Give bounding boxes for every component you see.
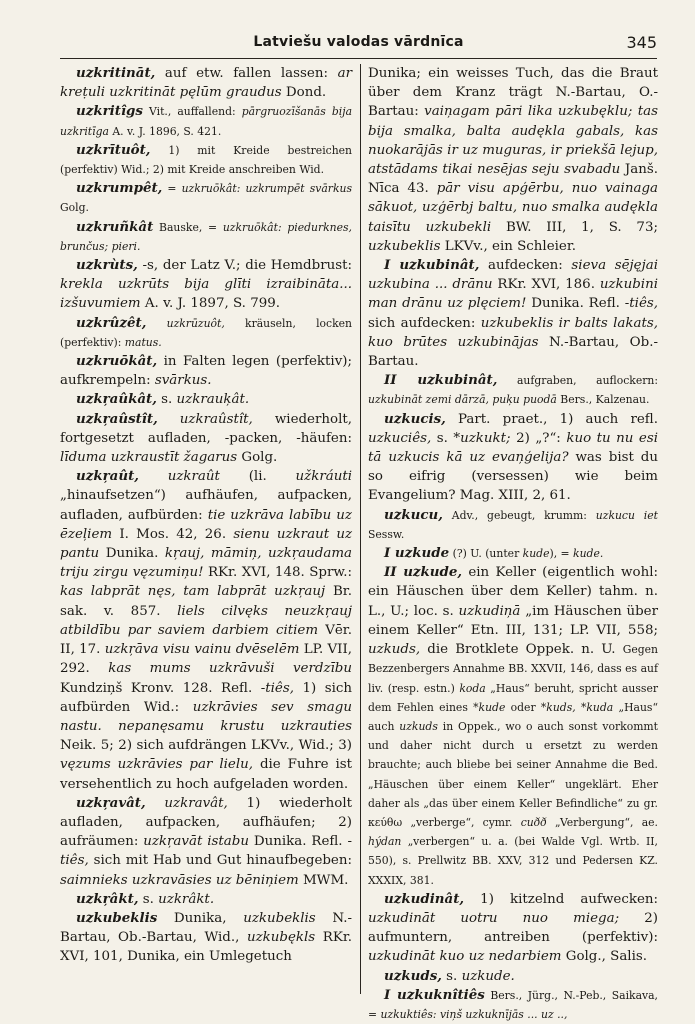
entry-text: s. [156, 392, 177, 408]
entry-text: Dunika. Refl. [248, 834, 348, 850]
entry-text: uzkudināt kuo uz nedarbiem [368, 949, 562, 965]
entry-text: Bauske, = [153, 220, 223, 234]
entry-text: 1) mit Kreide bestreichen (perfektiv) Wid.; 2) mit Kreide anschreiben Wid. [60, 143, 352, 177]
entry-text: Part. praet., 1) auch refl. [445, 411, 658, 427]
entry-text: sich aufdecken: [368, 315, 481, 331]
entry-text [139, 469, 168, 484]
entry-headword: uzkritîgs [76, 103, 143, 120]
entry-headword: uzkuds, [384, 967, 442, 984]
dictionary-entry [60, 102, 352, 140]
entry-text: vęzums uzkrāvies par lielu, [60, 757, 253, 773]
entry-text: Golg., Salis. [561, 949, 647, 965]
entry-text: A. v. J. 1897, S. 799. [140, 296, 281, 312]
entry-text: Dunika. [99, 546, 165, 562]
entry-text: užkráuti [295, 469, 353, 485]
entry-text: -tiês, [260, 680, 294, 696]
entry-text: uzkruōkât: uzkrumpēt svārkus [181, 182, 352, 196]
dictionary-entry [368, 256, 658, 371]
page-header [60, 30, 657, 59]
entry-text: Sessw. [368, 527, 405, 541]
entry-text: „verbergen“ u. a. (bei Walde Vgl. Wrtb. II, 550), s. Prellwitz BB. XXV, 312 und Pedersen KZ. XXXIX, 381. [368, 835, 658, 887]
entry-headword: uzkruñkât [76, 218, 154, 235]
entry-text: „hinaufsetzen“) aufhäufen, aufpacken, aufladen, aufbürden: [60, 488, 352, 523]
entry-text: wiederholt, fortgesetzt aufladen, -packen, -häufen: [60, 411, 352, 446]
dictionary-entry [368, 563, 658, 889]
column-divider [360, 64, 361, 994]
entry-text: aufgraben, auflockern: [497, 374, 658, 388]
entry-text: Adv., gebeugt, krumm: [442, 508, 596, 522]
entry-headword: uzkŗavât, [76, 794, 146, 811]
entry-headword: uzkŗaûkât, [76, 391, 157, 408]
entry-text [146, 317, 166, 330]
dictionary-entry [368, 890, 658, 967]
entry-text: kräuseln, locken (perfektiv): [60, 316, 352, 349]
entry-text: 2) „?“: [510, 430, 567, 446]
entry-text: N.-Bartau, Ob.-Bartau, Wid., [60, 910, 352, 946]
entry-text: Gegen Bezzenbergers Annahme BB. XXVII, 146, dass es auf liv. (resp. estn.) [368, 643, 658, 695]
page-title: Latviešu valodas vārdnīca [253, 34, 464, 50]
dictionary-entry [60, 256, 352, 314]
entry-headword: uzkŗâkt, [76, 890, 139, 907]
entry-text: uzkuds [399, 719, 438, 733]
entry-text: -s, der Latz V.; die Hemdbrust: [137, 258, 352, 274]
entry-text [146, 796, 165, 811]
entry-text: Golg. [60, 201, 89, 215]
entry-text: Dunika. Refl. [526, 296, 625, 312]
entry-text: RKr. XVI, 101, Dunika, ein Umlegetuch [60, 930, 353, 965]
entry-text: -tiês, [624, 296, 658, 312]
entry-text: svārkus. [154, 373, 212, 389]
entry-text: kas labprāt nęs, tam labprāt uzkŗauj [60, 584, 326, 600]
dictionary-entry [60, 390, 352, 409]
entry-text: uzkraût [167, 469, 220, 485]
entry-headword: I uzkude [384, 545, 450, 562]
entry-headword: uzkucis, [384, 410, 446, 427]
entry-text: (li. [219, 469, 296, 485]
dictionary-entry [60, 410, 352, 468]
entry-text: 1) sich aufbürden Wid.: [60, 680, 352, 715]
entry-headword: uzkŗaûstît, [76, 410, 158, 427]
dictionary-entry [60, 909, 352, 967]
entry-text: kude [522, 547, 550, 561]
entry-text: „im Häuschen über einem Keller“ Etn. III, 131; LP. VII, 558; [368, 603, 658, 638]
entry-headword: uzkrûzêt, [76, 314, 147, 331]
entry-text: Br. sak. v. 857. [60, 584, 352, 619]
entry-text: tie uzkrāva labību uz ēzeļiem [60, 507, 352, 542]
entry-text: Golg. [237, 450, 278, 466]
entry-text: Bers., Kalzenau. [556, 393, 650, 407]
right-column [368, 64, 659, 1021]
entry-headword: uzkrītuôt, [76, 141, 151, 158]
dictionary-entry [368, 967, 658, 986]
entry-text: LKVv., ein Schleier. [440, 238, 577, 254]
dictionary-entry [60, 352, 352, 390]
entry-text: uzkubeklis [243, 910, 316, 926]
entry-text: kude. [573, 547, 604, 561]
entry-text: „Haus“ beruht, spricht ausser dem Fehlen eines * [368, 681, 658, 714]
entry-text: koda [459, 681, 486, 695]
entry-text: I. Mos. 42, 26. [112, 526, 234, 542]
entry-text: LP. VII, 292. [60, 642, 352, 677]
entry-headword: I uzkuknîtiês [384, 986, 485, 1003]
entry-text: kŗauj, māmiņ, uzkŗaudama triju zirgu vęzumiņu! [60, 546, 353, 581]
entry-text: uzkuciês, [368, 430, 432, 446]
entry-text: die Brotklete Oppek. n. U. [420, 642, 623, 658]
entry-text: oder * [505, 700, 547, 714]
entry-text: * [575, 700, 587, 714]
entry-text: uzkruōkât: piedurknes, brunčus; pieri. [60, 220, 352, 253]
entry-text: uzkudiņā [458, 603, 521, 619]
entry-text: s. * [431, 430, 461, 446]
entry-text: 2) aufmuntern, antreiben (perfektiv): [368, 910, 658, 946]
entry-text: -tiês, [60, 834, 352, 869]
dictionary-entry [368, 371, 658, 409]
page-number: 345 [626, 33, 657, 52]
entry-text: RKr. XVI, 186. [492, 277, 600, 293]
entry-headword: uzkucu, [384, 506, 443, 523]
entry-text: Vēr. II, 17. [60, 622, 352, 658]
entry-text: (?) U. (unter [449, 547, 523, 561]
entry-text: kuds, [546, 700, 576, 714]
entry-text: 1) wiederholt aufladen, aufpacken, aufhäufen; 2) aufräumen: [60, 795, 352, 850]
entry-text: Janš. Nīca 43. [368, 162, 658, 197]
entry-text: uzkuds, [368, 642, 421, 658]
entry-text: cuðð [520, 815, 547, 829]
entry-headword: uzkŗaût, [76, 468, 139, 485]
entry-text: uzkude. [461, 968, 515, 984]
entry-text: pār visu apģērbu, nuo vainaga sākuot, uzģērbj baltu, nuo smalka audękla taisītu uzkubekli [368, 181, 658, 235]
entry-text: A. v. J. 1896, S. 421. [108, 124, 222, 138]
entry-text: liels cilvęks neuzkŗauj atbildību par saviem darbiem citiem [60, 603, 352, 638]
left-column [60, 64, 352, 994]
entry-text: die Fuhre ist versehentlich zu hoch aufgeladen worden. [60, 757, 352, 792]
entry-text: Dond. [281, 85, 327, 101]
entry-headword: uzkrùts, [76, 257, 138, 274]
entry-text: uzkrâkt. [158, 891, 215, 907]
entry-text: kuo tu nu esi tā uzkucis kā uz evaņģelija? [368, 430, 658, 466]
dictionary-entry [60, 218, 352, 256]
entry-text: matus. [124, 335, 162, 349]
dictionary-entry [60, 141, 352, 179]
entry-text: ein Keller (eigentlich wohl: ein Häuschen über dem Keller) tahm. n. L., U.; loc. s. [368, 565, 658, 619]
entry-text: uzkubeklis ir balts lakats, kuo brūtes uzkubinājas [368, 315, 658, 350]
entry-headword: uzkrumpêt, [76, 180, 163, 197]
entry-text: s. [441, 968, 462, 984]
entry-text: uzkucu iet [595, 508, 658, 522]
entry-text: Vit., auffallend: [142, 105, 242, 119]
entry-text: uzkrauķât. [176, 392, 250, 408]
entry-text: Bers., Jürg., N.-Peb., Saikava, = [368, 988, 658, 1021]
entry-text: uzkraûstît, [179, 411, 253, 427]
entry-text: was bist du so eifrig (versessen) wie beim Evangelium? Mag. XIII, 2, 61. [368, 450, 659, 504]
entry-text: uzkubini man drānu uz plęciem! [368, 277, 658, 312]
entry-text: uzkŗavāt istabu [143, 834, 249, 850]
entry-text: ar kreṭuli uzkritināt pęlūm graudus [60, 66, 352, 101]
entry-text: s. [138, 891, 159, 907]
entry-text: in Falten legen (perfektiv); aufkrempeln: [60, 354, 352, 389]
entry-text: ), = [549, 547, 574, 561]
entry-headword: uzkudinât, [384, 890, 465, 907]
dictionary-entry [368, 986, 658, 1024]
entry-text: uzkrāvies sev smagu nastu. nepanęsamu krustu uzkrauties [60, 699, 352, 734]
entry-text: vaiņagam pāri lika uzkubęklu; tas bija smalka, balta audękla gabals, kas nuokarājās ir uz muguras, ir priekšā lejup, atstādams tikai nesējas seju svabadu [368, 104, 658, 178]
entry-text: sieva sējęjai uzkubina ... drānu [368, 258, 658, 293]
entry-text: saimnieks uzkravāsies uz bēniņiem [60, 872, 299, 888]
entry-text: sienu uzkraut uz pantu [60, 526, 352, 562]
entry-text: Neik. 5; 2) sich aufdrängen LKVv., Wid.; 3) [60, 738, 352, 754]
entry-text: = [162, 182, 182, 196]
entry-text: kude [478, 700, 506, 714]
entry-text: „Haus“ auch [368, 700, 658, 733]
dictionary-entry [368, 410, 658, 506]
entry-text: uzkravât, [164, 795, 228, 811]
entry-text: 1) kitzelnd aufwecken: [464, 891, 658, 907]
entry-text: uzkukt; [460, 430, 511, 446]
entry-text: uzkŗāva visu vainu dvēselēm [104, 642, 300, 658]
entry-text: kuda [586, 700, 614, 714]
dictionary-entry [60, 890, 352, 909]
entry-text: krekla uzkrūts bija glīti izraibināta... izšuvumiem [60, 277, 352, 312]
entry-text: MWM. [298, 872, 349, 888]
entry-text: RKr. XVI, 148. Sprw.: [203, 565, 352, 581]
entry-text: Kundziņš Kronv. 128. Refl. [60, 680, 261, 696]
entry-text: Dunika; ein weisses Tuch, das die Braut über dem Kranz trägt N.-Bartau, O.-Bartau: [368, 66, 658, 120]
entry-text: kas mums uzkrāvuši verdzību [108, 661, 352, 677]
entry-headword: I uzkubinât, [384, 257, 480, 274]
entry-text: „Verbergung“, ae. [546, 815, 658, 829]
dictionary-entry [60, 794, 352, 890]
entry-headword: II uzkubinât, [384, 372, 498, 389]
dictionary-entry [60, 179, 352, 217]
entry-text: uzkubękls [246, 930, 316, 946]
dictionary-entry [60, 467, 352, 793]
dictionary-entry [60, 314, 352, 352]
entry-text: līduma uzkraustīt žagarus [60, 450, 238, 466]
entry-text: uzkubeklis [368, 238, 441, 254]
entry-text: aufdecken: [479, 258, 572, 274]
entry-text: N.-Bartau, Ob.-Bartau. [368, 334, 658, 370]
entry-text: hýdan [368, 835, 402, 849]
entry-text: auf etw. fallen lassen: [155, 66, 338, 81]
entry-text [158, 412, 180, 427]
dictionary-entry [368, 506, 658, 544]
entry-text: uzkrūzuôt, [166, 316, 225, 330]
entry-text: pārgruozīšanās bija uzkritīga [60, 105, 353, 138]
entry-text: Dunika, [157, 910, 244, 926]
entry-headword: II uzkude, [384, 564, 463, 581]
entry-text: uzkuktiês: viņš uzkuknījās ... uz .., [380, 1007, 568, 1021]
entry-text: uzkubināt zemi dārzā, puķu puodā [368, 393, 557, 407]
entry-text: in Oppek., wo o auch sonst vorkommt und daher nicht durch u ersetzt zu werden brauchte; auch bliebe bei seiner Annahme die Bed. „Häuschen über einem Keller“ ungeklärt. Eher daher als „das über einem Keller Befindliche“ zu gr. κεύθω „verberge“, cymr. [368, 719, 659, 829]
dictionary-entry [368, 544, 658, 563]
dictionary-entry [60, 64, 352, 102]
entry-headword: uzkruōkât, [76, 353, 158, 370]
entry-headword: uzkubeklis [76, 909, 158, 926]
dictionary-entry [368, 64, 658, 256]
entry-text: uzkudināt uotru nuo miega; [368, 910, 620, 926]
entry-text: sich mit Hab und Gut hinaufbegeben: [88, 853, 352, 869]
entry-headword: uzkritināt, [76, 65, 156, 81]
entry-text: BW. III, 1, S. 73; [491, 219, 658, 235]
